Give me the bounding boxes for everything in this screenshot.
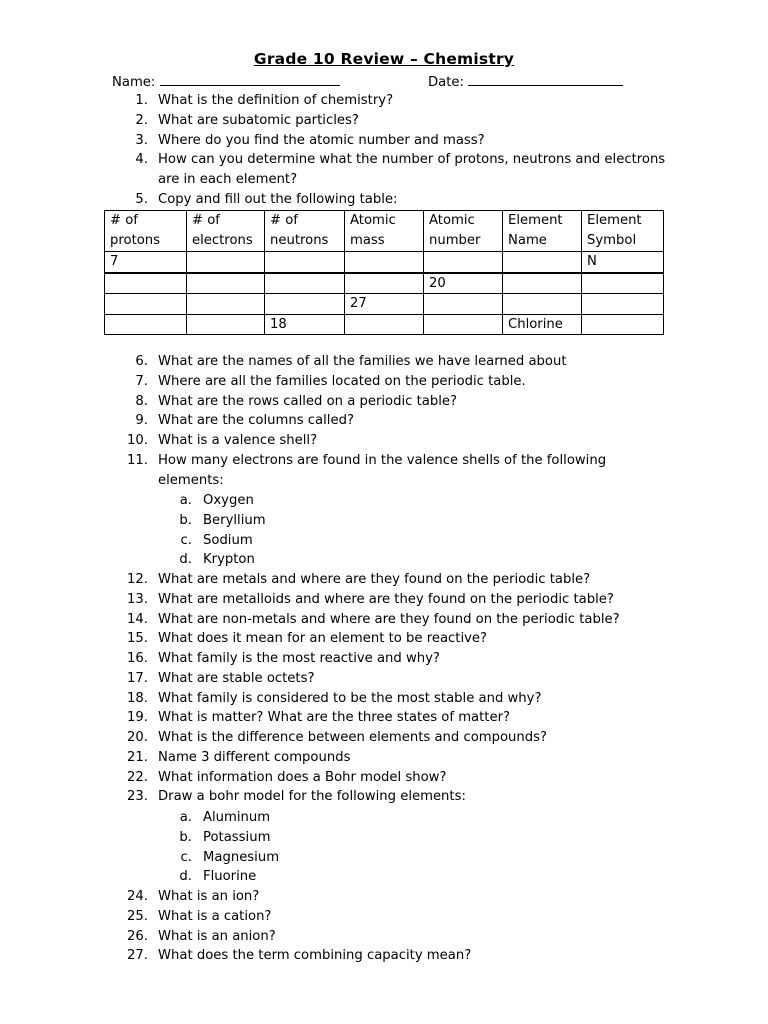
question-text: What is the difference between elements and compounds? xyxy=(158,730,548,745)
table-cell: Chlorine xyxy=(503,314,582,335)
question-number: 1. xyxy=(135,93,148,108)
table-cell: 7 xyxy=(105,252,187,273)
header-line: electrons xyxy=(192,232,253,248)
sub-item-text: Krypton xyxy=(203,552,255,568)
table-cell: 27 xyxy=(345,294,424,315)
question-number: 13. xyxy=(127,591,148,607)
question-text: What does it mean for an element to be reactive? xyxy=(158,631,488,647)
table-cell xyxy=(187,273,265,294)
sub-item-letter: b. xyxy=(179,512,192,528)
element-table xyxy=(104,210,664,335)
date-blank xyxy=(468,73,623,86)
question-number: 19. xyxy=(127,710,148,726)
header-line: # of xyxy=(110,213,138,228)
header-line: Atomic xyxy=(350,213,396,228)
table-header-cell xyxy=(105,211,187,252)
table-cell xyxy=(503,273,582,294)
question-number: 16. xyxy=(127,651,148,666)
header-line: # of xyxy=(270,213,298,228)
table-cell xyxy=(265,273,345,294)
page-title: Grade 10 Review – Chemistry xyxy=(253,50,515,68)
header-line: Name xyxy=(508,232,547,248)
question-number: 17. xyxy=(127,670,148,686)
question-number: 6. xyxy=(135,354,148,369)
question-number: 15. xyxy=(127,631,148,647)
question-text: What are stable octets? xyxy=(158,670,315,686)
table-cell: 18 xyxy=(265,314,345,335)
question-number: 26. xyxy=(127,928,148,944)
table-cell xyxy=(265,252,345,273)
question-text: Where do you find the atomic number and mass? xyxy=(158,132,485,148)
question-number: 5. xyxy=(135,191,148,207)
sub-item-text: Potassium xyxy=(203,829,271,845)
table-cell xyxy=(345,314,424,335)
question-text: are in each element? xyxy=(158,172,298,187)
question-text: What are the columns called? xyxy=(158,413,354,429)
question-number: 2. xyxy=(135,112,148,128)
question-number: 14. xyxy=(127,611,148,627)
date-field xyxy=(428,73,623,91)
table-cell xyxy=(424,314,503,335)
question-text: What is an ion? xyxy=(158,889,260,904)
table-header-cell xyxy=(345,211,424,252)
table-cell xyxy=(582,294,664,315)
header-line: Symbol xyxy=(587,232,637,248)
table-header-cell xyxy=(187,211,265,252)
table-cell: N xyxy=(582,252,664,273)
question-number: 4. xyxy=(135,152,148,168)
question-number: 10. xyxy=(127,433,148,448)
sub-item-letter: b. xyxy=(179,829,192,845)
question-number: 9. xyxy=(135,413,148,429)
question-number: 8. xyxy=(135,393,148,409)
name-label: Name: xyxy=(112,75,156,90)
table-row xyxy=(105,252,664,273)
question-number: 27. xyxy=(127,948,148,964)
sub-item-text: Fluorine xyxy=(203,869,257,885)
table-cell xyxy=(187,294,265,315)
table-cell xyxy=(345,273,424,294)
question-text: What is matter? What are the three states of matter? xyxy=(158,710,511,726)
question-text: What is a cation? xyxy=(158,908,272,924)
sub-item-text: Oxygen xyxy=(203,493,254,508)
question-text: What are the rows called on a periodic table? xyxy=(158,393,457,409)
sub-item-letter: a. xyxy=(179,810,192,825)
question-text: What are the names of all the families we have learned about xyxy=(158,354,567,369)
question-text: What family is considered to be the most stable and why? xyxy=(158,690,542,706)
question-text: What information does a Bohr model show? xyxy=(158,769,447,785)
table-cell xyxy=(105,273,187,294)
question-text: What are metals and where are they found on the periodic table? xyxy=(158,572,591,587)
table-row xyxy=(105,273,664,294)
header-line: Atomic xyxy=(429,213,475,228)
sub-item-letter: d. xyxy=(179,552,192,568)
table-row xyxy=(105,314,664,335)
question-number: 12. xyxy=(127,572,148,587)
header-line: protons xyxy=(110,232,161,248)
sub-item-text: Sodium xyxy=(203,532,253,548)
question-text: Copy and fill out the following table: xyxy=(158,191,398,207)
question-text: What is an anion? xyxy=(158,928,276,944)
table-cell xyxy=(424,294,503,315)
table-cell xyxy=(105,314,187,335)
sub-item-letter: c. xyxy=(180,849,192,865)
question-number: 23. xyxy=(127,789,148,805)
question-number: 11. xyxy=(127,452,148,468)
table-header-cell xyxy=(582,211,664,252)
sub-item-letter: d. xyxy=(179,869,192,885)
question-number: 3. xyxy=(135,132,148,148)
header-line: mass xyxy=(350,232,385,248)
question-text: Draw a bohr model for the following elements: xyxy=(158,789,466,805)
sub-item-letter: a. xyxy=(179,493,192,508)
table-cell: 20 xyxy=(424,273,503,294)
table-header-cell xyxy=(265,211,345,252)
header-line: # of xyxy=(192,213,220,228)
date-label: Date: xyxy=(428,75,464,90)
question-text: What are subatomic particles? xyxy=(158,112,359,128)
question-text: How many electrons are found in the valence shells of the following xyxy=(158,452,607,468)
question-number: 20. xyxy=(127,730,148,745)
header-line: Element xyxy=(587,213,642,228)
table-cell xyxy=(503,252,582,273)
question-number: 25. xyxy=(127,908,148,924)
question-number: 21. xyxy=(127,749,148,765)
table-cell xyxy=(187,314,265,335)
sub-item-text: Beryllium xyxy=(203,512,266,528)
table-cell xyxy=(265,294,345,315)
table-cell xyxy=(582,273,664,294)
name-field xyxy=(112,73,340,91)
question-number: 7. xyxy=(135,373,148,389)
question-text: What family is the most reactive and why? xyxy=(158,651,440,666)
sub-item-text: Aluminum xyxy=(203,810,271,825)
table-cell xyxy=(503,294,582,315)
question-text: Where are all the families located on the periodic table. xyxy=(158,373,526,389)
question-text: Name 3 different compounds xyxy=(158,749,351,765)
question-text: What does the term combining capacity mean? xyxy=(158,948,472,964)
question-number: 22. xyxy=(127,769,148,785)
question-number: 18. xyxy=(127,690,148,706)
sub-item-letter: c. xyxy=(180,532,192,548)
header-line: number xyxy=(429,232,481,248)
table-cell xyxy=(105,294,187,315)
question-text: elements: xyxy=(158,472,224,488)
question-text: What are metalloids and where are they found on the periodic table? xyxy=(158,591,614,607)
question-number: 24. xyxy=(127,889,148,904)
header-line: neutrons xyxy=(270,232,329,248)
table-cell xyxy=(582,314,664,335)
header-line: Element xyxy=(508,213,563,228)
name-blank xyxy=(160,73,340,86)
question-text: How can you determine what the number of protons, neutrons and electrons xyxy=(158,152,666,168)
table-header-cell xyxy=(503,211,582,252)
table-row xyxy=(105,294,664,315)
table-cell xyxy=(424,252,503,273)
table-cell xyxy=(345,252,424,273)
question-text: What is a valence shell? xyxy=(158,433,318,448)
table-cell xyxy=(187,252,265,273)
question-text: What is the definition of chemistry? xyxy=(158,93,394,108)
table-header-row xyxy=(105,211,664,252)
table-header-cell xyxy=(424,211,503,252)
sub-item-text: Magnesium xyxy=(203,849,280,865)
question-text: What are non-metals and where are they found on the periodic table? xyxy=(158,611,620,627)
